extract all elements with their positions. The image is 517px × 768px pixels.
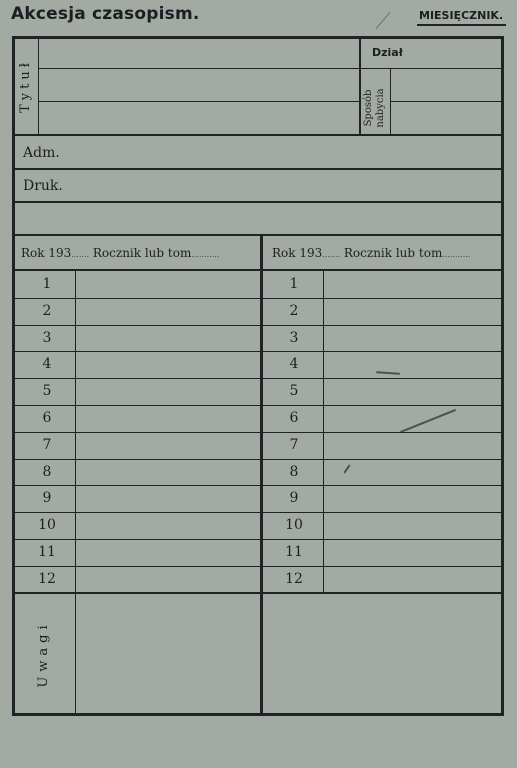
pen-mark (400, 409, 456, 433)
left-month-number: 4 (42, 356, 52, 372)
left-month-number: 3 (42, 330, 52, 346)
left-volume-dots: ........... (191, 250, 220, 259)
title-label: Tytuł (18, 59, 33, 113)
right-year-dots: ....... (322, 250, 341, 259)
section-divider (359, 38, 361, 135)
right-year-header (272, 246, 470, 260)
section-label: Dział (372, 46, 403, 59)
left-month-number: 6 (42, 410, 52, 426)
left-month-number: 10 (38, 517, 56, 533)
notes-label-divider (75, 594, 76, 714)
right-month-number: 2 (289, 303, 299, 319)
left-month-number: 7 (42, 437, 52, 453)
month-row-line (13, 432, 503, 433)
title-line-1 (39, 68, 359, 69)
print-top (13, 168, 503, 170)
left-month-number: 12 (38, 571, 56, 587)
print-label: Druk. (23, 178, 63, 194)
right-month-number: 11 (285, 544, 303, 560)
left-year-label: Rok 193 (21, 246, 72, 260)
month-row-line (13, 405, 503, 406)
right-month-number: 1 (289, 276, 299, 292)
blank-top (13, 201, 503, 203)
month-grid-top (13, 269, 503, 271)
left-year-dots: ....... (71, 250, 90, 259)
left-month-number: 2 (42, 303, 52, 319)
month-row-line (13, 351, 503, 352)
left-year-header (21, 246, 219, 260)
month-row-line (13, 566, 503, 567)
notes-label: Uwagi (36, 620, 51, 688)
frame-bottom (12, 713, 504, 716)
frame-top (12, 36, 504, 39)
frame-right (501, 36, 504, 716)
periodical-type: MIESIĘCZNIK. (419, 9, 504, 22)
acquisition-label (363, 76, 391, 140)
right-month-number: 7 (289, 437, 299, 453)
right-month-number: 5 (289, 383, 299, 399)
acquisition-line (391, 101, 502, 102)
card-title: Akcesja czasopism. (11, 4, 200, 24)
left-month-number: 5 (42, 383, 52, 399)
left-month-number: 11 (38, 544, 56, 560)
right-month-number: 6 (289, 410, 299, 426)
month-row-line (13, 485, 503, 486)
title-line-2 (39, 101, 359, 102)
month-row-line (13, 459, 503, 460)
month-row-line (13, 512, 503, 513)
center-divider (260, 236, 263, 714)
pen-mark (343, 464, 350, 473)
right-month-number: 4 (289, 356, 299, 372)
right-month-number: 8 (289, 464, 299, 480)
notes-top (13, 592, 503, 594)
right-month-number: 10 (285, 517, 303, 533)
right-year-label: Rok 193 (272, 246, 323, 260)
right-month-number: 9 (289, 490, 299, 506)
month-row-line (13, 539, 503, 540)
right-volume-label: Rocznik lub tom (343, 246, 443, 260)
right-month-number: 12 (285, 571, 303, 587)
year-header-top (13, 234, 503, 236)
left-month-number: 9 (42, 490, 52, 506)
adm-top (13, 134, 503, 136)
left-volume-label: Rocznik lub tom (92, 246, 192, 260)
section-bottom (360, 68, 502, 69)
month-row-line (13, 298, 503, 299)
acquisition-label-text: Sposób nabycia (363, 88, 386, 128)
adm-label: Adm. (23, 145, 60, 161)
month-row-line (13, 325, 503, 326)
pen-mark (376, 371, 400, 375)
right-volume-dots: ........... (442, 250, 471, 259)
pen-mark (376, 12, 391, 29)
title-divider (38, 38, 39, 135)
month-row-line (13, 378, 503, 379)
frame-left (12, 36, 15, 716)
right-month-number: 3 (289, 330, 299, 346)
left-month-number: 8 (42, 464, 52, 480)
type-underline (417, 24, 506, 26)
left-month-number: 1 (42, 276, 52, 292)
